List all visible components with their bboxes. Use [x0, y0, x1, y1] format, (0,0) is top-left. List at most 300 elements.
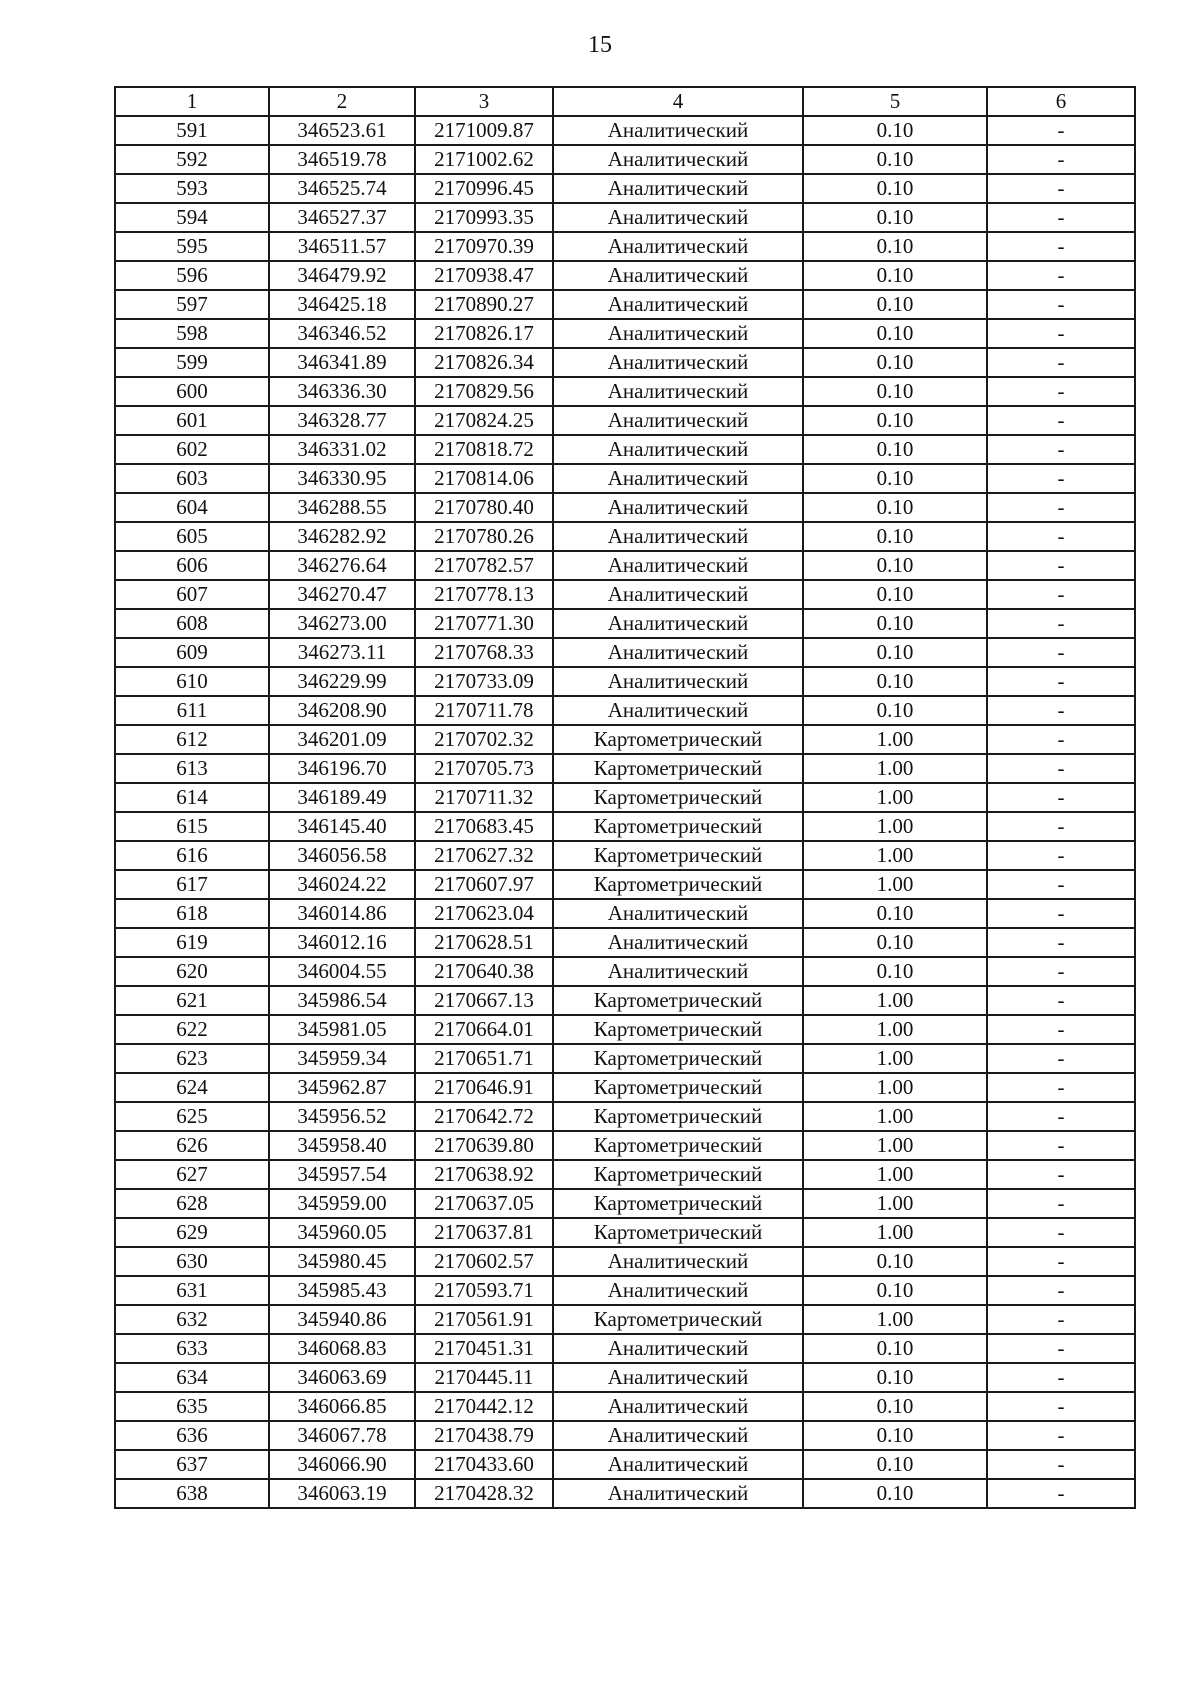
cell-accuracy: 1.00 [803, 783, 987, 812]
cell-x-coordinate: 346208.90 [269, 696, 415, 725]
cell-note: - [987, 1218, 1135, 1247]
cell-point-number: 636 [115, 1421, 269, 1450]
cell-point-number: 620 [115, 957, 269, 986]
cell-note: - [987, 174, 1135, 203]
table-row [115, 1073, 1135, 1102]
cell-point-number: 627 [115, 1160, 269, 1189]
cell-accuracy: 1.00 [803, 841, 987, 870]
table-row [115, 696, 1135, 725]
cell-accuracy: 1.00 [803, 1015, 987, 1044]
cell-note: - [987, 754, 1135, 783]
cell-method: Картометрический [553, 1044, 803, 1073]
cell-accuracy: 0.10 [803, 1392, 987, 1421]
cell-x-coordinate: 346056.58 [269, 841, 415, 870]
cell-x-coordinate: 346270.47 [269, 580, 415, 609]
cell-accuracy: 0.10 [803, 348, 987, 377]
cell-accuracy: 0.10 [803, 1276, 987, 1305]
cell-x-coordinate: 346425.18 [269, 290, 415, 319]
table-row [115, 261, 1135, 290]
cell-note: - [987, 667, 1135, 696]
cell-method: Аналитический [553, 145, 803, 174]
cell-x-coordinate: 346341.89 [269, 348, 415, 377]
cell-point-number: 602 [115, 435, 269, 464]
cell-accuracy: 0.10 [803, 957, 987, 986]
cell-method: Картометрический [553, 725, 803, 754]
cell-point-number: 637 [115, 1450, 269, 1479]
table-row [115, 1247, 1135, 1276]
table-row [115, 174, 1135, 203]
cell-point-number: 626 [115, 1131, 269, 1160]
cell-method: Аналитический [553, 174, 803, 203]
cell-accuracy: 0.10 [803, 203, 987, 232]
header-cell-4: 4 [553, 87, 803, 116]
cell-x-coordinate: 345962.87 [269, 1073, 415, 1102]
table-row [115, 754, 1135, 783]
cell-y-coordinate: 2170438.79 [415, 1421, 553, 1450]
cell-note: - [987, 435, 1135, 464]
cell-method: Аналитический [553, 667, 803, 696]
table-row [115, 406, 1135, 435]
cell-note: - [987, 1189, 1135, 1218]
cell-point-number: 606 [115, 551, 269, 580]
cell-method: Аналитический [553, 696, 803, 725]
cell-accuracy: 1.00 [803, 754, 987, 783]
cell-note: - [987, 986, 1135, 1015]
header-cell-6: 6 [987, 87, 1135, 116]
cell-point-number: 614 [115, 783, 269, 812]
table-row [115, 1479, 1135, 1508]
table-row [115, 145, 1135, 174]
cell-point-number: 625 [115, 1102, 269, 1131]
cell-note: - [987, 1334, 1135, 1363]
header-row [115, 87, 1135, 116]
cell-y-coordinate: 2170814.06 [415, 464, 553, 493]
cell-x-coordinate: 346145.40 [269, 812, 415, 841]
cell-y-coordinate: 2171009.87 [415, 116, 553, 145]
cell-accuracy: 0.10 [803, 464, 987, 493]
cell-accuracy: 0.10 [803, 609, 987, 638]
cell-point-number: 628 [115, 1189, 269, 1218]
cell-point-number: 624 [115, 1073, 269, 1102]
cell-y-coordinate: 2170623.04 [415, 899, 553, 928]
cell-accuracy: 1.00 [803, 1305, 987, 1334]
cell-point-number: 631 [115, 1276, 269, 1305]
cell-x-coordinate: 346288.55 [269, 493, 415, 522]
cell-point-number: 596 [115, 261, 269, 290]
table-row [115, 841, 1135, 870]
cell-method: Картометрический [553, 1015, 803, 1044]
cell-x-coordinate: 346282.92 [269, 522, 415, 551]
cell-point-number: 611 [115, 696, 269, 725]
cell-accuracy: 1.00 [803, 1160, 987, 1189]
cell-x-coordinate: 345981.05 [269, 1015, 415, 1044]
cell-method: Аналитический [553, 1421, 803, 1450]
cell-x-coordinate: 345986.54 [269, 986, 415, 1015]
table-row [115, 1189, 1135, 1218]
cell-note: - [987, 493, 1135, 522]
cell-accuracy: 0.10 [803, 1334, 987, 1363]
cell-point-number: 634 [115, 1363, 269, 1392]
cell-y-coordinate: 2170890.27 [415, 290, 553, 319]
table-row [115, 667, 1135, 696]
cell-point-number: 616 [115, 841, 269, 870]
cell-note: - [987, 145, 1135, 174]
cell-method: Аналитический [553, 290, 803, 319]
cell-method: Аналитический [553, 203, 803, 232]
cell-note: - [987, 522, 1135, 551]
table-row [115, 1363, 1135, 1392]
cell-note: - [987, 1015, 1135, 1044]
cell-point-number: 599 [115, 348, 269, 377]
cell-point-number: 607 [115, 580, 269, 609]
cell-x-coordinate: 346067.78 [269, 1421, 415, 1450]
table-row [115, 1305, 1135, 1334]
cell-accuracy: 0.10 [803, 1247, 987, 1276]
cell-accuracy: 0.10 [803, 667, 987, 696]
cell-accuracy: 0.10 [803, 116, 987, 145]
page-number: 15 [588, 32, 612, 58]
cell-note: - [987, 319, 1135, 348]
table-row [115, 464, 1135, 493]
table-row [115, 435, 1135, 464]
cell-method: Картометрический [553, 1189, 803, 1218]
cell-y-coordinate: 2170428.32 [415, 1479, 553, 1508]
cell-point-number: 635 [115, 1392, 269, 1421]
cell-note: - [987, 464, 1135, 493]
cell-method: Аналитический [553, 232, 803, 261]
cell-x-coordinate: 346024.22 [269, 870, 415, 899]
cell-y-coordinate: 2170639.80 [415, 1131, 553, 1160]
cell-method: Аналитический [553, 1392, 803, 1421]
cell-accuracy: 0.10 [803, 261, 987, 290]
table-row [115, 638, 1135, 667]
table-row [115, 1218, 1135, 1247]
cell-x-coordinate: 346479.92 [269, 261, 415, 290]
cell-x-coordinate: 345958.40 [269, 1131, 415, 1160]
cell-point-number: 609 [115, 638, 269, 667]
cell-accuracy: 1.00 [803, 1044, 987, 1073]
cell-y-coordinate: 2170824.25 [415, 406, 553, 435]
cell-point-number: 615 [115, 812, 269, 841]
cell-y-coordinate: 2170667.13 [415, 986, 553, 1015]
cell-accuracy: 0.10 [803, 580, 987, 609]
cell-method: Аналитический [553, 580, 803, 609]
table-row [115, 551, 1135, 580]
cell-note: - [987, 377, 1135, 406]
table-row [115, 812, 1135, 841]
cell-method: Аналитический [553, 522, 803, 551]
cell-method: Аналитический [553, 1450, 803, 1479]
cell-y-coordinate: 2170996.45 [415, 174, 553, 203]
cell-x-coordinate: 346189.49 [269, 783, 415, 812]
cell-y-coordinate: 2170638.92 [415, 1160, 553, 1189]
cell-y-coordinate: 2170705.73 [415, 754, 553, 783]
table-row [115, 1392, 1135, 1421]
cell-accuracy: 0.10 [803, 1450, 987, 1479]
cell-method: Картометрический [553, 1131, 803, 1160]
cell-point-number: 612 [115, 725, 269, 754]
cell-method: Аналитический [553, 406, 803, 435]
cell-point-number: 598 [115, 319, 269, 348]
table-row [115, 1015, 1135, 1044]
cell-accuracy: 1.00 [803, 870, 987, 899]
cell-method: Аналитический [553, 551, 803, 580]
cell-accuracy: 1.00 [803, 725, 987, 754]
cell-point-number: 597 [115, 290, 269, 319]
cell-y-coordinate: 2170711.32 [415, 783, 553, 812]
cell-note: - [987, 928, 1135, 957]
cell-accuracy: 0.10 [803, 174, 987, 203]
cell-method: Картометрический [553, 1218, 803, 1247]
cell-y-coordinate: 2170780.26 [415, 522, 553, 551]
table-row [115, 1334, 1135, 1363]
cell-y-coordinate: 2170637.05 [415, 1189, 553, 1218]
cell-method: Аналитический [553, 261, 803, 290]
cell-y-coordinate: 2170683.45 [415, 812, 553, 841]
cell-method: Аналитический [553, 638, 803, 667]
table-row [115, 1160, 1135, 1189]
cell-note: - [987, 1160, 1135, 1189]
cell-y-coordinate: 2170938.47 [415, 261, 553, 290]
table-row [115, 1276, 1135, 1305]
cell-y-coordinate: 2170826.34 [415, 348, 553, 377]
cell-point-number: 608 [115, 609, 269, 638]
cell-method: Картометрический [553, 783, 803, 812]
cell-point-number: 600 [115, 377, 269, 406]
cell-y-coordinate: 2170664.01 [415, 1015, 553, 1044]
cell-method: Аналитический [553, 928, 803, 957]
table-row [115, 957, 1135, 986]
cell-note: - [987, 1247, 1135, 1276]
cell-y-coordinate: 2170642.72 [415, 1102, 553, 1131]
cell-method: Картометрический [553, 986, 803, 1015]
table-row [115, 870, 1135, 899]
cell-y-coordinate: 2170433.60 [415, 1450, 553, 1479]
cell-point-number: 604 [115, 493, 269, 522]
cell-point-number: 603 [115, 464, 269, 493]
cell-x-coordinate: 346014.86 [269, 899, 415, 928]
cell-note: - [987, 812, 1135, 841]
cell-method: Аналитический [553, 957, 803, 986]
cell-x-coordinate: 346063.69 [269, 1363, 415, 1392]
cell-accuracy: 1.00 [803, 986, 987, 1015]
cell-point-number: 629 [115, 1218, 269, 1247]
cell-note: - [987, 261, 1135, 290]
table-row [115, 319, 1135, 348]
cell-method: Аналитический [553, 116, 803, 145]
table-row [115, 493, 1135, 522]
cell-note: - [987, 899, 1135, 928]
cell-x-coordinate: 346336.30 [269, 377, 415, 406]
cell-note: - [987, 638, 1135, 667]
cell-x-coordinate: 346511.57 [269, 232, 415, 261]
cell-method: Аналитический [553, 609, 803, 638]
cell-method: Аналитический [553, 1479, 803, 1508]
cell-y-coordinate: 2171002.62 [415, 145, 553, 174]
cell-method: Аналитический [553, 348, 803, 377]
cell-accuracy: 0.10 [803, 290, 987, 319]
cell-accuracy: 1.00 [803, 1218, 987, 1247]
table-row [115, 232, 1135, 261]
cell-accuracy: 0.10 [803, 1479, 987, 1508]
cell-point-number: 605 [115, 522, 269, 551]
table-row [115, 1102, 1135, 1131]
cell-point-number: 617 [115, 870, 269, 899]
cell-x-coordinate: 346004.55 [269, 957, 415, 986]
cell-point-number: 593 [115, 174, 269, 203]
cell-x-coordinate: 346519.78 [269, 145, 415, 174]
cell-y-coordinate: 2170561.91 [415, 1305, 553, 1334]
cell-note: - [987, 1044, 1135, 1073]
cell-note: - [987, 1102, 1135, 1131]
cell-x-coordinate: 346229.99 [269, 667, 415, 696]
cell-note: - [987, 609, 1135, 638]
table-row [115, 986, 1135, 1015]
cell-note: - [987, 725, 1135, 754]
cell-x-coordinate: 345959.34 [269, 1044, 415, 1073]
cell-y-coordinate: 2170829.56 [415, 377, 553, 406]
cell-x-coordinate: 346066.85 [269, 1392, 415, 1421]
cell-accuracy: 0.10 [803, 145, 987, 174]
cell-note: - [987, 551, 1135, 580]
cell-accuracy: 1.00 [803, 1073, 987, 1102]
table-body [115, 116, 1135, 1508]
cell-note: - [987, 1131, 1135, 1160]
cell-point-number: 630 [115, 1247, 269, 1276]
cell-x-coordinate: 345940.86 [269, 1305, 415, 1334]
cell-note: - [987, 1073, 1135, 1102]
cell-note: - [987, 406, 1135, 435]
cell-point-number: 592 [115, 145, 269, 174]
header-cell-2: 2 [269, 87, 415, 116]
cell-y-coordinate: 2170818.72 [415, 435, 553, 464]
table-row [115, 1450, 1135, 1479]
table-row [115, 290, 1135, 319]
table-row [115, 348, 1135, 377]
cell-y-coordinate: 2170451.31 [415, 1334, 553, 1363]
cell-x-coordinate: 346068.83 [269, 1334, 415, 1363]
table-row [115, 899, 1135, 928]
cell-y-coordinate: 2170627.32 [415, 841, 553, 870]
cell-y-coordinate: 2170602.57 [415, 1247, 553, 1276]
cell-point-number: 618 [115, 899, 269, 928]
table-row [115, 725, 1135, 754]
cell-x-coordinate: 346330.95 [269, 464, 415, 493]
cell-y-coordinate: 2170637.81 [415, 1218, 553, 1247]
cell-point-number: 610 [115, 667, 269, 696]
cell-accuracy: 0.10 [803, 406, 987, 435]
cell-x-coordinate: 345959.00 [269, 1189, 415, 1218]
cell-method: Аналитический [553, 493, 803, 522]
cell-method: Картометрический [553, 1102, 803, 1131]
cell-accuracy: 0.10 [803, 435, 987, 464]
cell-note: - [987, 232, 1135, 261]
cell-y-coordinate: 2170646.91 [415, 1073, 553, 1102]
cell-y-coordinate: 2170640.38 [415, 957, 553, 986]
table-row [115, 609, 1135, 638]
cell-point-number: 621 [115, 986, 269, 1015]
cell-x-coordinate: 345956.52 [269, 1102, 415, 1131]
cell-accuracy: 0.10 [803, 1421, 987, 1450]
cell-accuracy: 1.00 [803, 1131, 987, 1160]
cell-method: Аналитический [553, 1247, 803, 1276]
cell-y-coordinate: 2170442.12 [415, 1392, 553, 1421]
cell-method: Картометрический [553, 1073, 803, 1102]
cell-y-coordinate: 2170970.39 [415, 232, 553, 261]
cell-note: - [987, 841, 1135, 870]
table-row [115, 116, 1135, 145]
cell-y-coordinate: 2170993.35 [415, 203, 553, 232]
cell-method: Картометрический [553, 812, 803, 841]
cell-x-coordinate: 346063.19 [269, 1479, 415, 1508]
table-row [115, 928, 1135, 957]
cell-note: - [987, 1392, 1135, 1421]
header-cell-1: 1 [115, 87, 269, 116]
cell-y-coordinate: 2170778.13 [415, 580, 553, 609]
cell-x-coordinate: 346328.77 [269, 406, 415, 435]
cell-x-coordinate: 346196.70 [269, 754, 415, 783]
cell-point-number: 594 [115, 203, 269, 232]
cell-point-number: 591 [115, 116, 269, 145]
cell-accuracy: 0.10 [803, 1363, 987, 1392]
cell-x-coordinate: 346331.02 [269, 435, 415, 464]
cell-y-coordinate: 2170628.51 [415, 928, 553, 957]
table-header [115, 87, 1135, 116]
cell-x-coordinate: 346012.16 [269, 928, 415, 957]
cell-x-coordinate: 345980.45 [269, 1247, 415, 1276]
cell-point-number: 601 [115, 406, 269, 435]
cell-note: - [987, 1450, 1135, 1479]
cell-point-number: 632 [115, 1305, 269, 1334]
cell-method: Аналитический [553, 435, 803, 464]
table-row [115, 522, 1135, 551]
table-row [115, 783, 1135, 812]
cell-method: Картометрический [553, 841, 803, 870]
cell-x-coordinate: 346525.74 [269, 174, 415, 203]
cell-point-number: 622 [115, 1015, 269, 1044]
cell-x-coordinate: 345985.43 [269, 1276, 415, 1305]
cell-point-number: 619 [115, 928, 269, 957]
table-row [115, 203, 1135, 232]
cell-y-coordinate: 2170651.71 [415, 1044, 553, 1073]
cell-accuracy: 1.00 [803, 1189, 987, 1218]
cell-y-coordinate: 2170780.40 [415, 493, 553, 522]
cell-accuracy: 0.10 [803, 522, 987, 551]
cell-accuracy: 0.10 [803, 377, 987, 406]
cell-x-coordinate: 345957.54 [269, 1160, 415, 1189]
cell-accuracy: 0.10 [803, 551, 987, 580]
header-cell-5: 5 [803, 87, 987, 116]
cell-x-coordinate: 346527.37 [269, 203, 415, 232]
cell-note: - [987, 1421, 1135, 1450]
cell-method: Аналитический [553, 899, 803, 928]
cell-note: - [987, 696, 1135, 725]
cell-note: - [987, 116, 1135, 145]
cell-note: - [987, 1305, 1135, 1334]
cell-y-coordinate: 2170768.33 [415, 638, 553, 667]
table-row [115, 1044, 1135, 1073]
cell-y-coordinate: 2170771.30 [415, 609, 553, 638]
cell-accuracy: 0.10 [803, 319, 987, 348]
table-row [115, 1131, 1135, 1160]
cell-method: Аналитический [553, 319, 803, 348]
cell-note: - [987, 870, 1135, 899]
cell-point-number: 623 [115, 1044, 269, 1073]
cell-method: Картометрический [553, 1305, 803, 1334]
cell-note: - [987, 348, 1135, 377]
cell-accuracy: 0.10 [803, 232, 987, 261]
cell-accuracy: 0.10 [803, 899, 987, 928]
